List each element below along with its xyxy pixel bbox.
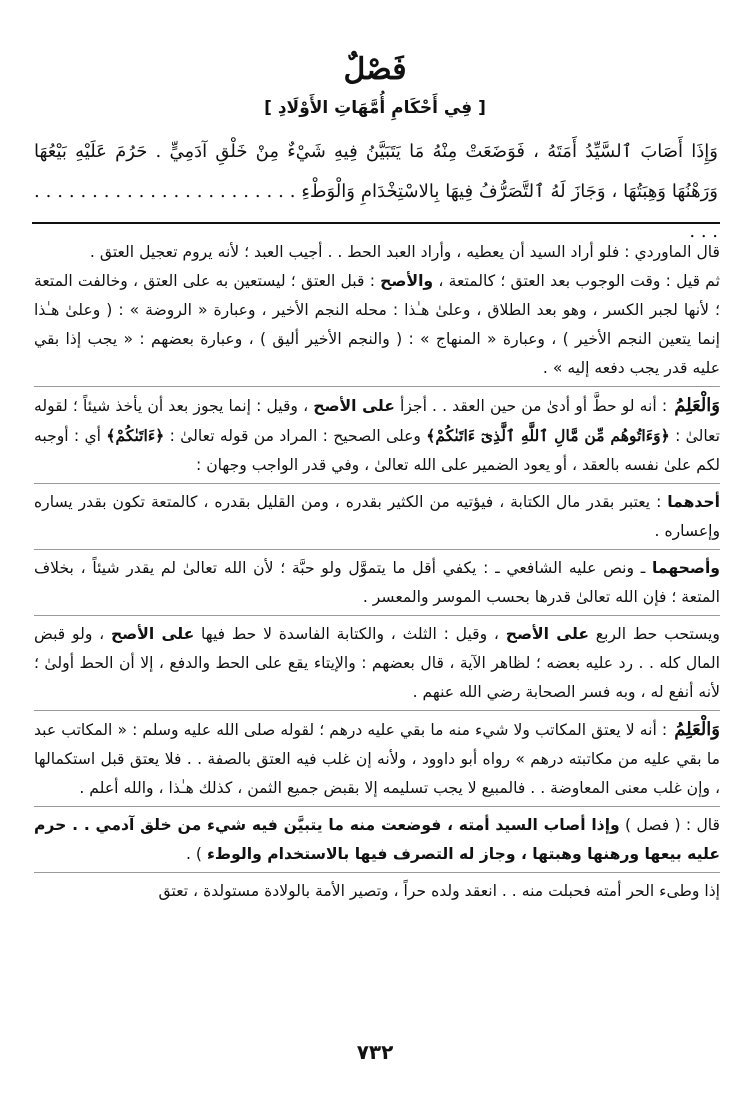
paragraph-text: ، وقيل : الثلث ، والكتابة الفاسدة لا حط فيها xyxy=(194,625,506,643)
paragraph-divider xyxy=(34,710,720,711)
paragraph-text: : قبل العتق ؛ ليستعين به على العتق ، وخالفت المتعة ؛ لأنها لجبر الكسر ، وهو بعد الطلاق ، وعلىٰ هـٰذا : محله النجم الأخير ، وعبارة « الروضة » : ( وعلىٰ هـٰذا إنما يتعين النجم الأخير ) ، وعبارة « المنهاج » : ( والنجم الأخير أليق ) ، وعبارة بعضهم : « يجب إذا بقي عليه قدر يجب دفعه إليه » . xyxy=(34,272,720,377)
paragraph-divider xyxy=(34,806,720,807)
paragraph-divider xyxy=(34,549,720,550)
paragraph-text: : أنه لو حطَّ أو أدىٰ من حين العقد . . أجزأ xyxy=(394,397,673,415)
matn-text: وَإِذَا أَصَابَ ٱلسَّيِّدُ أَمَتَهُ ، فَوَضَعَتْ مِنْهُ مَا يَتَبَيَّنُ فِيهِ شَيْءٌ مِنْ خَلْقِ آدَمِيٍّ . حَرُمَ عَلَيْهِ بَيْعُهَا وَرَهْنُهَا وَهِبَتُهَا ، وَجَازَ لَهُ ٱلتَّصَرُّفُ فِيهَا بِالاسْتِخْدَامِ وَالْوَطْءِ . . . . . . . . . . . . . . . . . . . . . . . . . . xyxy=(34,141,718,242)
paragraph-text: ، وقيل : إنما يجوز بعد أن يأخذ شيئاً ؛ لقوله تعالىٰ : xyxy=(34,397,720,445)
paragraph-divider xyxy=(34,386,720,387)
quran-quote: ﴿وَءَاتُوهُم مِّن مَّالِ ٱللَّهِ ٱلَّذِىٓ ءَاتَىٰكُمْ﴾ xyxy=(426,426,670,445)
bold-term: على الأصح xyxy=(505,625,590,643)
paragraph-text: ثم قيل : وقت الوجوب بعد العتق ؛ كالمتعة ، xyxy=(433,272,720,290)
commentary-paragraph xyxy=(34,488,720,546)
paragraph-text: قال الماوردي : فلو أراد السيد أن يعطيه ، وأراد العبد الحط . . أجيب العبد ؛ لأنه يروم تعجيل العتق . xyxy=(89,243,720,261)
commentary-paragraph xyxy=(34,715,720,803)
bold-term: وإذا أصاب السيد أمته ، فوضعت منه ما يتبيَّن فيه شيء من خلق آدمي . . حرم عليه بيعها ورهنها وهبتها ، وجاز له التصرف فيها بالاستخدام والوطء xyxy=(34,816,720,863)
bold-term: وأصحهما xyxy=(652,559,720,577)
paragraph-text: : أنه لا يعتق المكاتب ولا شيء منه ما بقي عليه درهم ؛ لقوله صلى الله عليه وسلم : « المكاتب عبد ما بقي عليه من مكاتبته درهم » رواه أبو داوود ، ولأنه إن غلب فيه العتق بالصفة . . فلا يعتق قبل استكمالها ، وإن غلب معنى المعاوضة . . فالمبيع لا يجب تسليمه إلا بقبض جميع الثمن ، كذلك هـٰذا ، والله أعلم . xyxy=(34,721,720,797)
commentary-paragraph xyxy=(34,811,720,869)
paragraph-text: قال : ( فصل ) xyxy=(619,816,720,834)
paragraph-text: : يعتبر بقدر مال الكتابة ، فيؤتيه من الكثير بقدره ، ومن القليل بقدره ، كالمتعة تكون بقدر يساره وإعساره . xyxy=(34,493,720,540)
paragraph-divider xyxy=(34,872,720,873)
separator-rule xyxy=(32,222,720,224)
commentary-paragraph xyxy=(34,554,720,612)
page-number: ٧٣٢ xyxy=(356,1040,394,1064)
paragraph-text: وعلى الصحيح : المراد من قوله تعالىٰ : xyxy=(164,427,427,445)
paragraph-text: ويستحب حط الربع xyxy=(589,625,720,643)
bold-term: على الأصح xyxy=(110,625,195,643)
commentary-paragraph xyxy=(34,620,720,707)
commentary xyxy=(34,238,720,906)
paragraph-divider xyxy=(34,615,720,616)
paragraph-text: ، ولو قبض المال كله . . رد عليه بعضه ؛ لظاهر الآية ، قال بعضهم : والإيتاء يقع على الحط والدفع ، إلا أن الحط أولىٰ ؛ لأنه أنفع له ، وبه فسر الصحابة رضي الله عنهم . xyxy=(34,625,720,701)
bold-term: أحدهما xyxy=(667,493,720,511)
commentary-paragraph xyxy=(34,267,720,383)
paragraph-text: ) . xyxy=(185,845,207,863)
commentary-paragraph xyxy=(34,391,720,480)
ornamental-word: وَالْعَلِمُ xyxy=(674,719,720,740)
commentary-paragraph xyxy=(34,877,720,906)
paragraph-text: أي : أوجبه لكم علىٰ نفسه بالعقد ، أو يعود الضمير على الله تعالىٰ ، وفي قدر الواجب وجهان : xyxy=(34,427,720,474)
paragraph-text: ـ ونص عليه الشافعي ـ : يكفي أقل ما يتموَّل ولو حبَّة ؛ لأن الله تعالىٰ لم يقدر شيئاً ، بخلاف المتعة ؛ فإن الله تعالىٰ قدرها بحسب الموسر والمعسر . xyxy=(34,559,720,606)
bold-term: والأصح xyxy=(380,272,434,290)
paragraph-divider xyxy=(34,483,720,484)
ornamental-word: وَالْعَلِمُ xyxy=(674,395,720,416)
quran-quote: ﴿ءَاتَىٰكُمْ﴾ xyxy=(106,426,165,445)
commentary-paragraph xyxy=(34,238,720,267)
bold-term: على الأصح xyxy=(313,397,395,415)
paragraph-text: إذا وطىء الحر أمته فحبلت منه . . انعقد ولده حراً ، وتصير الأمة بالولادة مستولدة ، تعتق xyxy=(158,882,720,900)
section-heading: فَصْلٌ xyxy=(343,52,407,87)
section-subheading: [ فِي أَحْكَامِ أُمَّهَاتِ الأَوْلَادِ ] xyxy=(264,98,486,118)
